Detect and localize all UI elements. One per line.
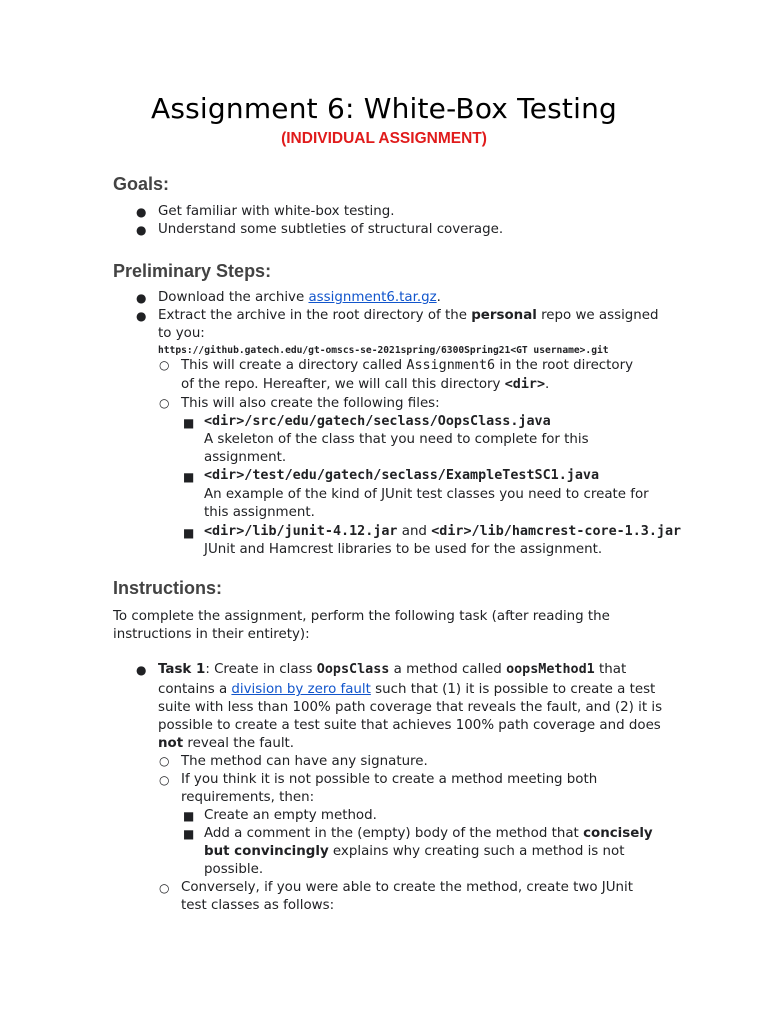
bullet-icon: ● — [136, 205, 147, 219]
lib-paths — [204, 523, 681, 541]
task-line — [158, 681, 655, 699]
conversely-note: Conversely, if you were able to create the method, create two JUnit — [181, 880, 633, 895]
junit-lib-path: <dir>/lib/junit-4.12.jar — [204, 524, 398, 539]
task-line: suite with less than 100% path coverage that reveals the fault, and (2) it is — [158, 700, 663, 715]
sub-bullet-icon: ○ — [159, 754, 170, 768]
goal-item: Understand some subtleties of structural coverage. — [158, 222, 504, 237]
task-text: reveal the fault. — [183, 736, 295, 751]
repo-url: https://github.gatech.edu/gt-omscs-se-2021spring/6300Spring21<GT username>.git — [158, 345, 609, 356]
task-text: : Create in class — [205, 662, 317, 677]
class-name-code: OopsClass — [316, 662, 390, 677]
signature-note: The method can have any signature. — [181, 754, 428, 769]
extract-bold: personal — [471, 308, 537, 323]
sub-bullet-icon: ○ — [159, 396, 170, 410]
conversely-note: test classes as follows: — [181, 898, 335, 913]
sub-bullet-icon: ○ — [159, 773, 170, 787]
task-text: contains a — [158, 682, 232, 697]
file-description: A skeleton of the class that you need to complete for this — [204, 432, 589, 447]
task-not-bold: not — [158, 736, 184, 751]
comment-text: explains why creating such a method is not — [328, 844, 625, 859]
dir-name-code: Assignment6 — [406, 358, 496, 373]
file-path: <dir>/src/edu/gatech/seclass/OopsClass.java — [204, 414, 551, 429]
square-bullet-icon: ■ — [183, 827, 195, 841]
task-text: that — [594, 662, 627, 677]
dir-alias-code: <dir> — [504, 377, 546, 392]
file-bullet-icon: ■ — [183, 416, 195, 430]
file-path: <dir>/test/edu/gatech/seclass/ExampleTestSC1.java — [204, 468, 600, 483]
comment-text: Add a comment in the (empty) body of the method that — [204, 826, 584, 841]
hamcrest-lib-path: <dir>/lib/hamcrest-core-1.3.jar — [431, 524, 682, 539]
bullet-icon: ● — [136, 223, 147, 237]
file-description: this assignment. — [204, 505, 315, 520]
comment-bold: concisely — [583, 826, 653, 841]
prelim-heading: Preliminary Steps: — [113, 261, 272, 281]
archive-download-link[interactable]: assignment6.tar.gz — [308, 290, 437, 305]
goal-item: Get familiar with white-box testing. — [158, 204, 395, 219]
page-title: Assignment 6: White-Box Testing — [150, 92, 617, 125]
instructions-intro: To complete the assignment, perform the following task (after reading the — [113, 609, 610, 624]
comment-step-line2 — [204, 843, 624, 861]
task-line — [158, 735, 294, 753]
file-bullet-icon: ■ — [183, 526, 195, 540]
dir-alias-suffix: . — [545, 377, 550, 392]
download-prefix: Download the archive — [158, 290, 309, 305]
task-text: a method called — [389, 662, 507, 677]
division-by-zero-link[interactable]: division by zero fault — [231, 682, 371, 697]
page-subtitle: (INDIVIDUAL ASSIGNMENT) — [281, 130, 487, 147]
comment-bold: but convincingly — [204, 844, 329, 859]
sub-bullet-icon: ○ — [159, 881, 170, 895]
create-dir-note — [181, 357, 633, 375]
instructions-intro: instructions in their entirety): — [113, 627, 310, 642]
empty-method-step: Create an empty method. — [204, 808, 377, 823]
create-dir-suffix: in the root directory — [495, 358, 634, 373]
bullet-icon: ● — [136, 291, 147, 305]
comment-step-line3: possible. — [204, 862, 264, 877]
create-dir-prefix: This will create a directory called — [181, 358, 407, 373]
file-description: An example of the kind of JUnit test classes you need to create for — [204, 487, 649, 502]
create-files-note: This will also create the following files: — [181, 396, 440, 411]
lib-description: JUnit and Hamcrest libraries to be used for the assignment. — [204, 542, 603, 557]
task-label: Task 1 — [158, 662, 206, 677]
sub-bullet-icon: ○ — [159, 358, 170, 372]
extract-suffix: repo we assigned — [536, 308, 659, 323]
square-bullet-icon: ■ — [183, 809, 195, 823]
goals-heading: Goals: — [113, 174, 170, 194]
file-description: assignment. — [204, 450, 287, 465]
comment-step — [204, 825, 653, 843]
extract-prefix: Extract the archive in the root directory of the — [158, 308, 472, 323]
task-line — [158, 661, 626, 679]
method-name-code: oopsMethod1 — [506, 662, 595, 677]
file-bullet-icon: ■ — [183, 470, 195, 484]
instructions-heading: Instructions: — [113, 578, 223, 598]
extract-step — [158, 307, 659, 325]
create-dir-note-line2 — [181, 376, 549, 394]
dir-alias-prefix: of the repo. Hereafter, we will call this directory — [181, 377, 505, 392]
bullet-icon: ● — [136, 309, 147, 323]
bullet-icon: ● — [136, 663, 147, 677]
not-possible-note: requirements, then: — [181, 790, 315, 805]
not-possible-note: If you think it is not possible to create a method meeting both — [181, 772, 598, 787]
lib-and: and — [397, 524, 432, 539]
task-text: such that (1) it is possible to create a test — [370, 682, 656, 697]
task-line: possible to create a test suite that achieves 100% path coverage and does — [158, 718, 661, 733]
extract-line2: to you: — [158, 326, 205, 341]
download-suffix: . — [436, 290, 441, 305]
download-step — [158, 289, 441, 307]
